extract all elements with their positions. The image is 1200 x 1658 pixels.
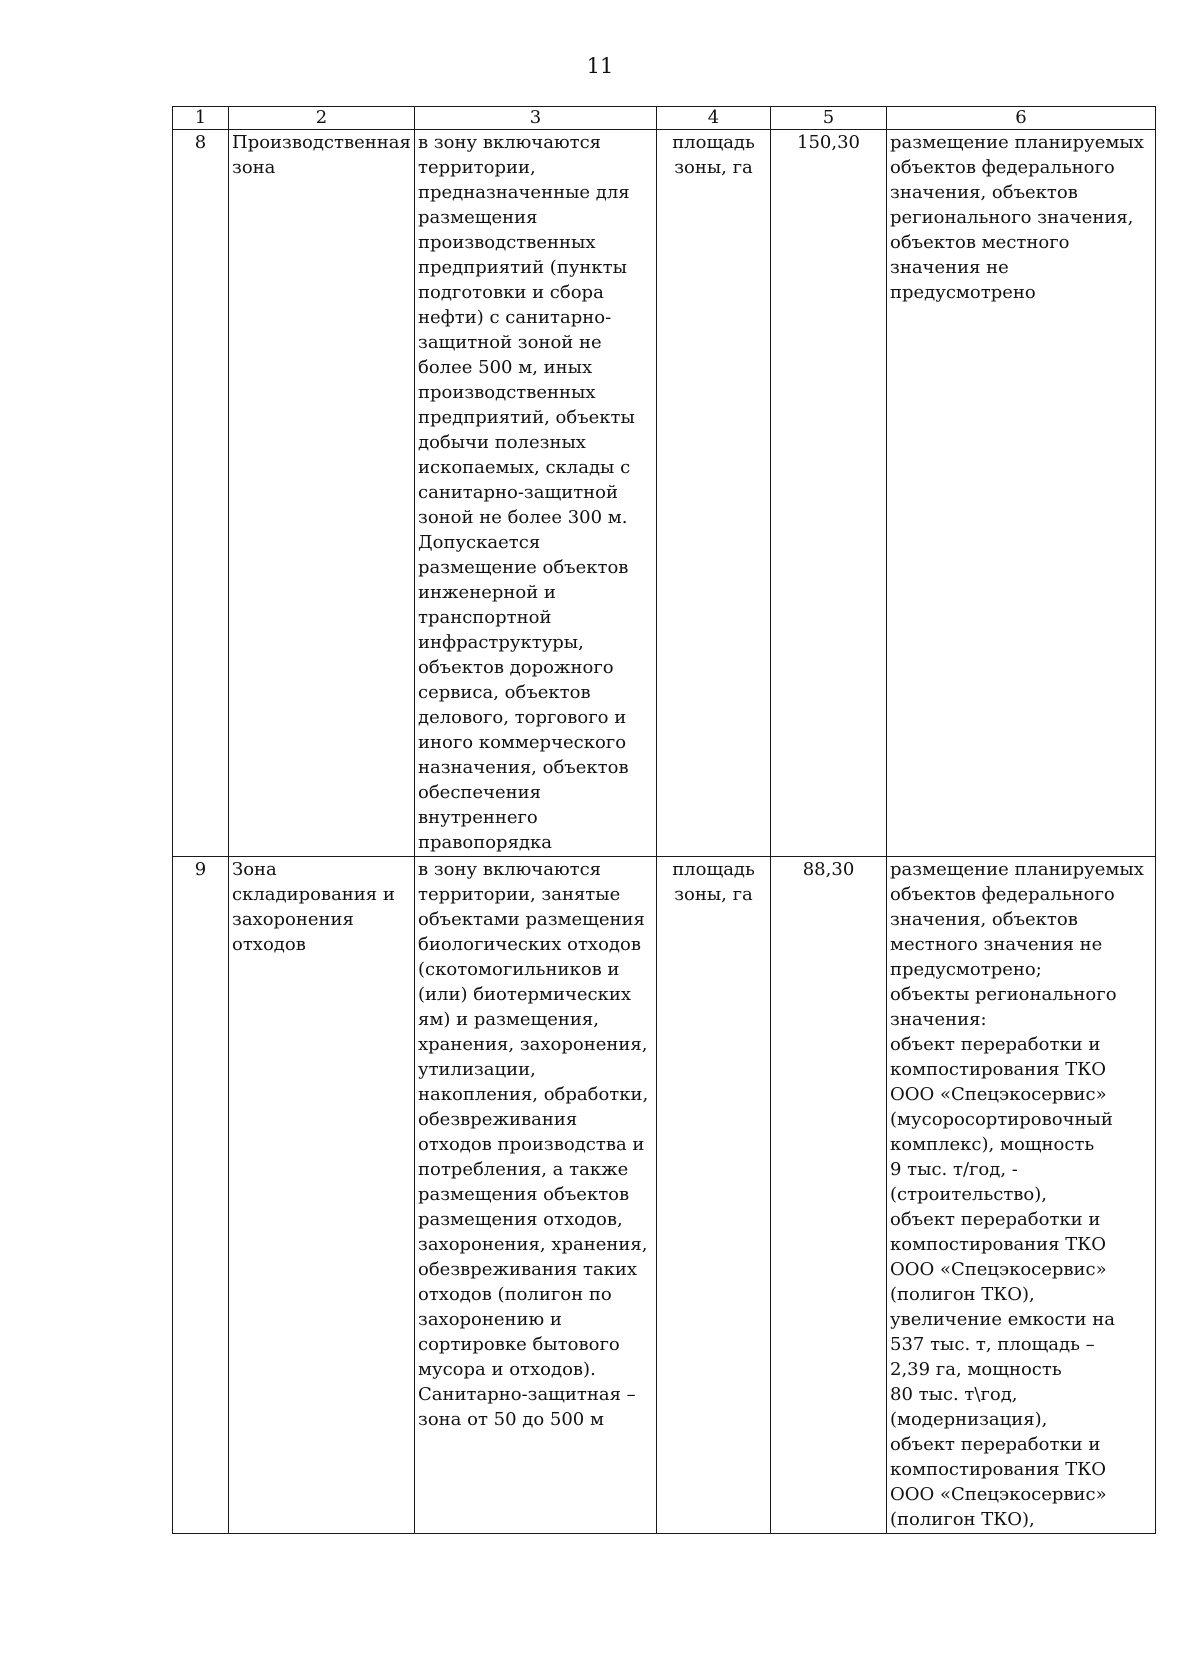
- header-col-1: 1: [173, 107, 229, 130]
- zone-description-cell-line: сортировке бытового: [418, 1334, 620, 1355]
- planned-objects-cell-line: объектов местного: [890, 232, 1070, 253]
- table-body: [173, 130, 1156, 1534]
- zone-description-cell-line: зоной не более 300 м.: [418, 507, 628, 528]
- zone-name-cell-line: Производственная: [232, 132, 411, 153]
- zone-description-cell-line: предприятий (пункты: [418, 257, 627, 278]
- zone-description-cell-line: обезвреживания: [418, 1109, 578, 1130]
- planned-objects-cell-line: ООО «Спецэкосервис»: [890, 1484, 1107, 1505]
- zone-description-cell-line: размещение объектов: [418, 557, 629, 578]
- zone-description-cell-line: захоронению и: [418, 1309, 562, 1330]
- planned-objects-cell-line: объект переработки и: [890, 1209, 1101, 1230]
- planned-objects-cell-line: объект переработки и: [890, 1434, 1101, 1455]
- zone-description-cell-line: правопорядка: [418, 832, 552, 853]
- zone-name-cell: [229, 857, 415, 1534]
- value-cell: 150,30: [771, 130, 887, 857]
- planned-objects-cell-line: (полигон ТКО),: [890, 1509, 1035, 1530]
- zone-description-cell-line: производственных: [418, 382, 596, 403]
- zone-description-cell-line: добычи полезных: [418, 432, 586, 453]
- zone-description-cell-line: размещения отходов,: [418, 1209, 623, 1230]
- zone-description-cell-line: производственных: [418, 232, 596, 253]
- zone-description-cell-line: делового, торгового и: [418, 707, 627, 728]
- zone-name-cell-line: отходов: [232, 934, 306, 955]
- zone-description-cell-line: зона от 50 до 500 м: [418, 1409, 604, 1430]
- table-row: [173, 130, 1156, 857]
- planned-objects-cell-line: 80 тыс. т\год,: [890, 1384, 1018, 1405]
- zone-description-cell-line: (или) биотермических: [418, 984, 632, 1005]
- zone-description-cell-line: обеспечения: [418, 782, 541, 803]
- zone-description-cell-line: подготовки и сбора: [418, 282, 604, 303]
- planned-objects-cell-line: предусмотрено: [890, 282, 1036, 303]
- planned-objects-cell-line: увеличение емкости на: [890, 1309, 1115, 1330]
- zone-description-cell-line: отходов (полигон по: [418, 1284, 612, 1305]
- zone-name-cell-line: складирования и: [232, 884, 395, 905]
- zone-description-cell-line: территории,: [418, 157, 536, 178]
- parameter-cell: [657, 130, 771, 857]
- planned-objects-cell-line: компостирования ТКО: [890, 1059, 1106, 1080]
- zone-description-cell-line: размещения: [418, 207, 538, 228]
- table-header-row: [173, 107, 1156, 130]
- parameter-cell: [657, 857, 771, 1534]
- planned-objects-cell-line: значения:: [890, 1009, 987, 1030]
- zone-description-cell-line: Санитарно-защитная –: [418, 1384, 636, 1405]
- zone-description-cell-line: более 500 м, иных: [418, 357, 593, 378]
- planned-objects-cell-line: (мусоросортировочный: [890, 1109, 1113, 1130]
- zone-description-cell-line: объектов дорожного: [418, 657, 614, 678]
- planned-objects-cell-line: комплекс), мощность: [890, 1134, 1095, 1155]
- zone-description-cell-line: накопления, обработки,: [418, 1084, 649, 1105]
- planned-objects-cell-line: ООО «Спецэкосервис»: [890, 1084, 1107, 1105]
- zone-description-cell-line: территории, занятые: [418, 884, 621, 905]
- parameter-cell-line: зоны, га: [674, 157, 753, 178]
- zone-name-cell: [229, 130, 415, 857]
- planned-objects-cell-line: объектов федерального: [890, 157, 1115, 178]
- planned-objects-cell-line: предусмотрено;: [890, 959, 1042, 980]
- zone-name-cell-line: захоронения: [232, 909, 354, 930]
- zone-description-cell-line: назначения, объектов: [418, 757, 629, 778]
- parameter-cell-line: площадь: [672, 132, 755, 153]
- zone-description-cell-line: предприятий, объекты: [418, 407, 635, 428]
- header-col-6: 6: [887, 107, 1156, 130]
- zone-description-cell-line: Допускается: [418, 532, 541, 553]
- planned-objects-cell-line: компостирования ТКО: [890, 1234, 1106, 1255]
- planned-objects-cell-line: объекты регионального: [890, 984, 1117, 1005]
- zone-description-cell-line: инфраструктуры,: [418, 632, 584, 653]
- header-col-3: 3: [415, 107, 657, 130]
- table-row: [173, 857, 1156, 1534]
- zone-description-cell-line: нефти) с санитарно-: [418, 307, 612, 328]
- zone-description-cell-line: предназначенные для: [418, 182, 630, 203]
- planned-objects-cell-line: значения, объектов: [890, 909, 1078, 930]
- planned-objects-cell-line: ООО «Спецэкосервис»: [890, 1259, 1107, 1280]
- planned-objects-cell-line: 537 тыс. т, площадь –: [890, 1334, 1095, 1355]
- planned-objects-cell-line: размещение планируемых: [890, 859, 1144, 880]
- row-number-cell: 8: [173, 130, 229, 857]
- zone-description-cell-line: захоронения, хранения,: [418, 1234, 648, 1255]
- header-col-4: 4: [657, 107, 771, 130]
- zones-table: [172, 106, 1156, 1534]
- zone-description-cell-line: размещения объектов: [418, 1184, 630, 1205]
- planned-objects-cell-line: регионального значения,: [890, 207, 1134, 228]
- zone-description-cell: [415, 857, 657, 1534]
- planned-objects-cell: [887, 130, 1156, 857]
- zone-description-cell-line: хранения, захоронения,: [418, 1034, 648, 1055]
- planned-objects-cell-line: (модернизация),: [890, 1409, 1048, 1430]
- planned-objects-cell-line: объектов федерального: [890, 884, 1115, 905]
- zone-description-cell-line: внутреннего: [418, 807, 538, 828]
- zone-description-cell-line: (скотомогильников и: [418, 959, 620, 980]
- zone-description-cell-line: инженерной и: [418, 582, 556, 603]
- planned-objects-cell: [887, 857, 1156, 1534]
- zone-description-cell-line: иного коммерческого: [418, 732, 627, 753]
- zone-description-cell-line: в зону включаются: [418, 132, 602, 153]
- zone-description-cell-line: транспортной: [418, 607, 552, 628]
- parameter-cell-line: зоны, га: [674, 884, 753, 905]
- zone-description-cell-line: санитарно-защитной: [418, 482, 619, 503]
- zone-description-cell-line: в зону включаются: [418, 859, 602, 880]
- zone-name-cell-line: зона: [232, 157, 276, 178]
- zone-description-cell: [415, 130, 657, 857]
- row-number-cell: 9: [173, 857, 229, 1534]
- value-cell: 88,30: [771, 857, 887, 1534]
- zone-description-cell-line: сервиса, объектов: [418, 682, 591, 703]
- planned-objects-cell-line: размещение планируемых: [890, 132, 1144, 153]
- zone-description-cell-line: ископаемых, склады с: [418, 457, 631, 478]
- page-number: 11: [586, 54, 614, 78]
- planned-objects-cell-line: компостирования ТКО: [890, 1459, 1106, 1480]
- zone-description-cell-line: утилизации,: [418, 1059, 536, 1080]
- zone-description-cell-line: защитной зоной не: [418, 332, 602, 353]
- zone-description-cell-line: биологических отходов: [418, 934, 641, 955]
- planned-objects-cell-line: объект переработки и: [890, 1034, 1101, 1055]
- planned-objects-cell-line: 9 тыс. т/год, -: [890, 1159, 1018, 1180]
- planned-objects-cell-line: значения не: [890, 257, 1009, 278]
- zone-description-cell-line: отходов производства и: [418, 1134, 645, 1155]
- planned-objects-cell-line: значения, объектов: [890, 182, 1078, 203]
- header-col-5: 5: [771, 107, 887, 130]
- zone-description-cell-line: объектами размещения: [418, 909, 645, 930]
- parameter-cell-line: площадь: [672, 859, 755, 880]
- zone-name-cell-line: Зона: [232, 859, 277, 880]
- zone-description-cell-line: мусора и отходов).: [418, 1359, 596, 1380]
- zone-description-cell-line: потребления, а также: [418, 1159, 629, 1180]
- zone-description-cell-line: ям) и размещения,: [418, 1009, 600, 1030]
- planned-objects-cell-line: местного значения не: [890, 934, 1103, 955]
- header-col-2: 2: [229, 107, 415, 130]
- zone-description-cell-line: обезвреживания таких: [418, 1259, 638, 1280]
- planned-objects-cell-line: (строительство),: [890, 1184, 1048, 1205]
- planned-objects-cell-line: 2,39 га, мощность: [890, 1359, 1062, 1380]
- planned-objects-cell-line: (полигон ТКО),: [890, 1284, 1035, 1305]
